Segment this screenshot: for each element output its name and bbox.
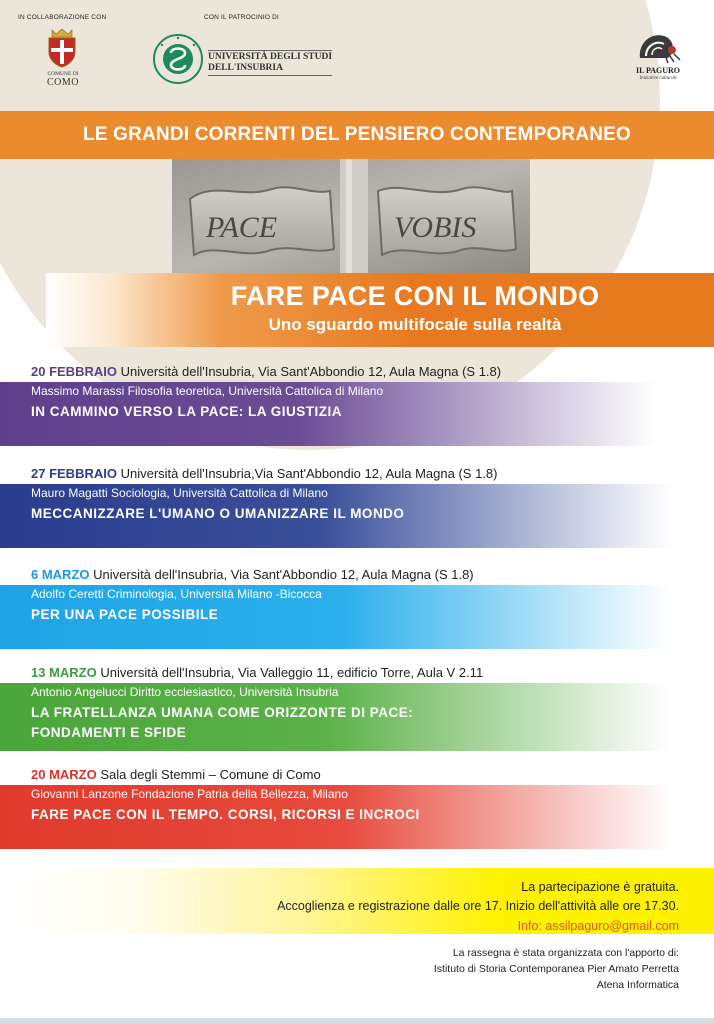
scroll-right-text: VOBIS: [394, 211, 477, 244]
event-speaker: Mauro Magatti Sociologia, Università Cattolica di Milano: [31, 486, 328, 500]
event-talk-title: MECCANIZZARE L'UMANO O UMANIZZARE IL MONDO: [31, 506, 405, 521]
event-band: [0, 484, 714, 548]
comune-name: [40, 72, 86, 88]
headline-subtitle: Uno sguardo multifocale sulla realtà: [268, 315, 562, 334]
event-band: [0, 382, 714, 446]
event-place: Sala degli Stemmi – Comune di Como: [96, 767, 321, 782]
event-date-place: [31, 767, 321, 782]
event-date-place: [31, 567, 474, 582]
event-speaker: Giovanni Lanzone Fondazione Patria della Bellezza, Milano: [31, 787, 348, 801]
university-name: [208, 50, 332, 76]
patronage-label: CON IL PATROCINIO DI: [204, 14, 280, 21]
scroll-left-text: PACE: [206, 211, 278, 244]
event-talk-title-line2: FONDAMENTI E SFIDE: [31, 725, 187, 740]
event-date: 6 MARZO: [31, 567, 90, 582]
hermit-crab-logo-icon: [632, 28, 682, 64]
info-contact-email[interactable]: Info: assilpaguro@gmail.com: [517, 919, 679, 933]
event-date: 13 MARZO: [31, 665, 97, 680]
headline-title: FARE PACE CON IL MONDO: [230, 281, 600, 311]
event-date: 27 FEBBRAIO: [31, 466, 117, 481]
event-speaker: Antonio Angelucci Diritto ecclesiastico, Università Insubria: [31, 685, 339, 699]
event-talk-title: FARE PACE CON IL TEMPO. CORSI, RICORSI E INCROCI: [31, 807, 420, 822]
event-band: [0, 683, 714, 751]
comune-small-text: COMUNE DI: [47, 71, 79, 77]
event-place: Università dell'Insubria, Via Sant'Abbondio 12, Aula Magna (S 1.8): [116, 364, 502, 379]
comune-big-text: COMO: [46, 76, 79, 88]
bottom-strip: [0, 1018, 714, 1024]
info-schedule: Accoglienza e registrazione dalle ore 17. Inizio dell'attività alle ore 17.30.: [277, 899, 679, 913]
university-name-line2: DELL'INSUBRIA: [208, 62, 283, 73]
event-band: [0, 785, 714, 849]
event-date: 20 FEBBRAIO: [31, 364, 117, 379]
event-place: Università dell'Insubria, Via Sant'Abbondio 12, Aula Magna (S 1.8): [89, 567, 474, 582]
event-date-place: [31, 466, 497, 481]
organizers-company: Atena Informatica: [596, 979, 679, 991]
info-free: La partecipazione è gratuita.: [521, 880, 679, 894]
event-speaker: Adolfo Ceretti Criminologia, Università Milano -Bicocca: [31, 587, 322, 601]
organizer-name: IL PAGURO: [635, 66, 681, 75]
event-talk-title: PER UNA PACE POSSIBILE: [31, 607, 219, 622]
event-place: Università dell'Insubria, Via Valleggio 11, edificio Torre, Aula V 2.11: [96, 665, 484, 680]
event-band: [0, 585, 714, 649]
collaboration-label: IN COLLABORAZIONE CON: [18, 14, 107, 21]
event-place: Università dell'Insubria,Via Sant'Abbondio 12, Aula Magna (S 1.8): [116, 466, 498, 481]
event-speaker: Massimo Marassi Filosofia teoretica, Università Cattolica di Milano: [31, 384, 384, 398]
comune-crest-icon: [46, 28, 78, 68]
event-date-place: [31, 665, 483, 680]
event-date-place: [31, 364, 501, 379]
series-title: LE GRANDI CORRENTI DEL PENSIERO CONTEMPORANEO: [82, 124, 632, 145]
organizer-subtitle: Iniziative culturali: [639, 76, 677, 81]
university-seal-icon: [152, 33, 204, 85]
organizers-intro: La rassegna è stata organizzata con l'apporto di:: [452, 947, 679, 959]
university-name-line1: UNIVERSITÀ DEGLI STUDI: [208, 52, 333, 62]
event-talk-title: IN CAMMINO VERSO LA PACE: LA GIUSTIZIA: [31, 404, 342, 419]
organizers-institute: Istituto di Storia Contemporanea Pier Amato Perretta: [433, 963, 679, 975]
stone-scroll-photo: [172, 159, 530, 273]
event-talk-title: LA FRATELLANZA UMANA COME ORIZZONTE DI PACE:: [31, 705, 414, 720]
event-date: 20 MARZO: [31, 767, 97, 782]
